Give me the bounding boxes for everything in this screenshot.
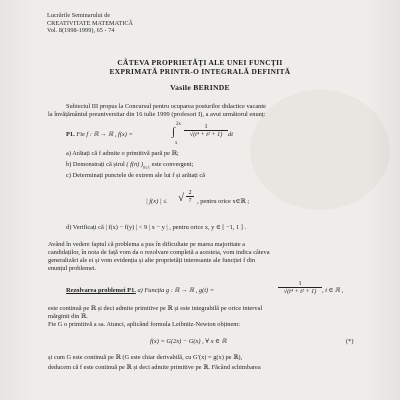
inequality-numerator: 2 — [186, 189, 194, 197]
g-domain: , t ∈ ℝ , — [322, 287, 344, 294]
problem-label: P1. — [66, 131, 75, 138]
function-definition: Fie f : ℝ → ℝ , f(x) = — [76, 131, 133, 138]
inequality-denominator: 7 — [188, 197, 192, 204]
solution-line6: deducem că f este continuă pe ℝ și deci admite primitive pe ℝ. Făcând schimbarea — [48, 364, 261, 371]
inequality-right: , pentru orice x∈ℝ ; — [197, 198, 250, 205]
para2-line2: candidaților, în nota de față vom da o rezolvare completă a acesteia, vom indica câteva — [48, 249, 270, 256]
article-title-line2: EXPRIMATĂ PRINTR-O INTEGRALĂ DEFINITĂ — [109, 67, 291, 76]
intro-line1: Subiectul III propus la Concursul pentru ocuparea posturilor didactice vacante — [66, 103, 266, 110]
solution-heading-line — [66, 287, 214, 295]
g-denominator: √(t⁴ + t² + 1) — [283, 288, 317, 295]
item-b-subscript: n≥1 — [143, 164, 151, 170]
item-c: c) Determinați punctele de extrem ale lui f și arătați că — [66, 172, 206, 179]
author-name: Vasile BERINDE — [170, 83, 230, 92]
integral-sign: ∫ — [172, 126, 176, 138]
integrand-fraction — [184, 123, 228, 139]
solution-line5: și cum G este continuă pe ℝ (G este chiar derivabilă, cu G′(x) = g(x) pe ℝ), — [48, 354, 243, 361]
para2-line3: generalizări ale ei și vom evidenția și alte proprietăți interesante ale funcției f din — [48, 257, 256, 264]
integrand-numerator: 1 — [184, 123, 228, 131]
integral-differential: dt — [228, 131, 233, 138]
inequality-fraction — [186, 189, 194, 205]
equation-tag: (*) — [346, 338, 354, 345]
para2-line1: Având în vedere faptul că problema a pus în dificultate pe marea majoritate a — [48, 241, 246, 248]
journal-header-line3: Vol. 8(1998-1999), 65 - 74 — [47, 27, 115, 34]
inequality-left: | f(x) | ≤ — [146, 198, 167, 205]
item-d: d) Verificați că | f(x) − f(y) | < 9 | x − y | , pentru orice x, y ∈ [ −1, 1 ] . — [66, 224, 247, 231]
integral-lower-limit: x — [175, 141, 178, 146]
paper-stain — [250, 90, 390, 210]
problem-definition — [66, 131, 133, 139]
para2-line4: enunțul problemei. — [48, 265, 97, 272]
g-fraction — [278, 280, 322, 296]
item-b-prefix: b) Demonstrați că șirul — [66, 161, 125, 168]
article-title-line1: CÂTEVA PROPRIETĂȚI ALE UNEI FUNCȚII — [117, 58, 283, 67]
solution-line3: mărginit din ℝ. — [48, 313, 88, 320]
solution-line4: Fie G o primitivă a sa. Atunci, aplicând formula Leibnitz-Newton obținem: — [48, 321, 241, 328]
sqrt-sign: √ — [178, 192, 185, 204]
solution-line2: este continuă pe ℝ și deci admite primitive pe ℝ și este integrabilă pe orice interval — [48, 305, 263, 312]
integral-upper-limit: 2x — [176, 122, 181, 127]
solution-function-g: a) Funcția g : ℝ → ℝ , g(t) = — [135, 287, 215, 294]
leibniz-newton-equation: f(x) = G(2x) − G(x) , ∀ x ∈ ℝ — [150, 338, 227, 345]
item-b-suffix: este convergent; — [151, 161, 194, 168]
g-numerator: 1 — [278, 280, 322, 288]
integrand-denominator: √(t⁴ + t² + 1) — [189, 131, 223, 138]
item-a: a) Arătați că f admite o primitivă pară pe ℝ; — [66, 150, 179, 157]
solution-heading: Rezolvarea problemei P1. — [66, 287, 136, 294]
item-b — [66, 161, 193, 171]
item-b-sequence: ( f(n) ) — [126, 161, 144, 168]
intro-line2: la învățământul preuniversitar din 16 iulie 1999 (profesori I), a avut următorul enunț: — [48, 111, 266, 118]
journal-header-line1: Lucrările Seminarului de — [47, 12, 111, 19]
journal-header-line2: CREATIVITATE MATEMATICĂ — [47, 19, 134, 27]
